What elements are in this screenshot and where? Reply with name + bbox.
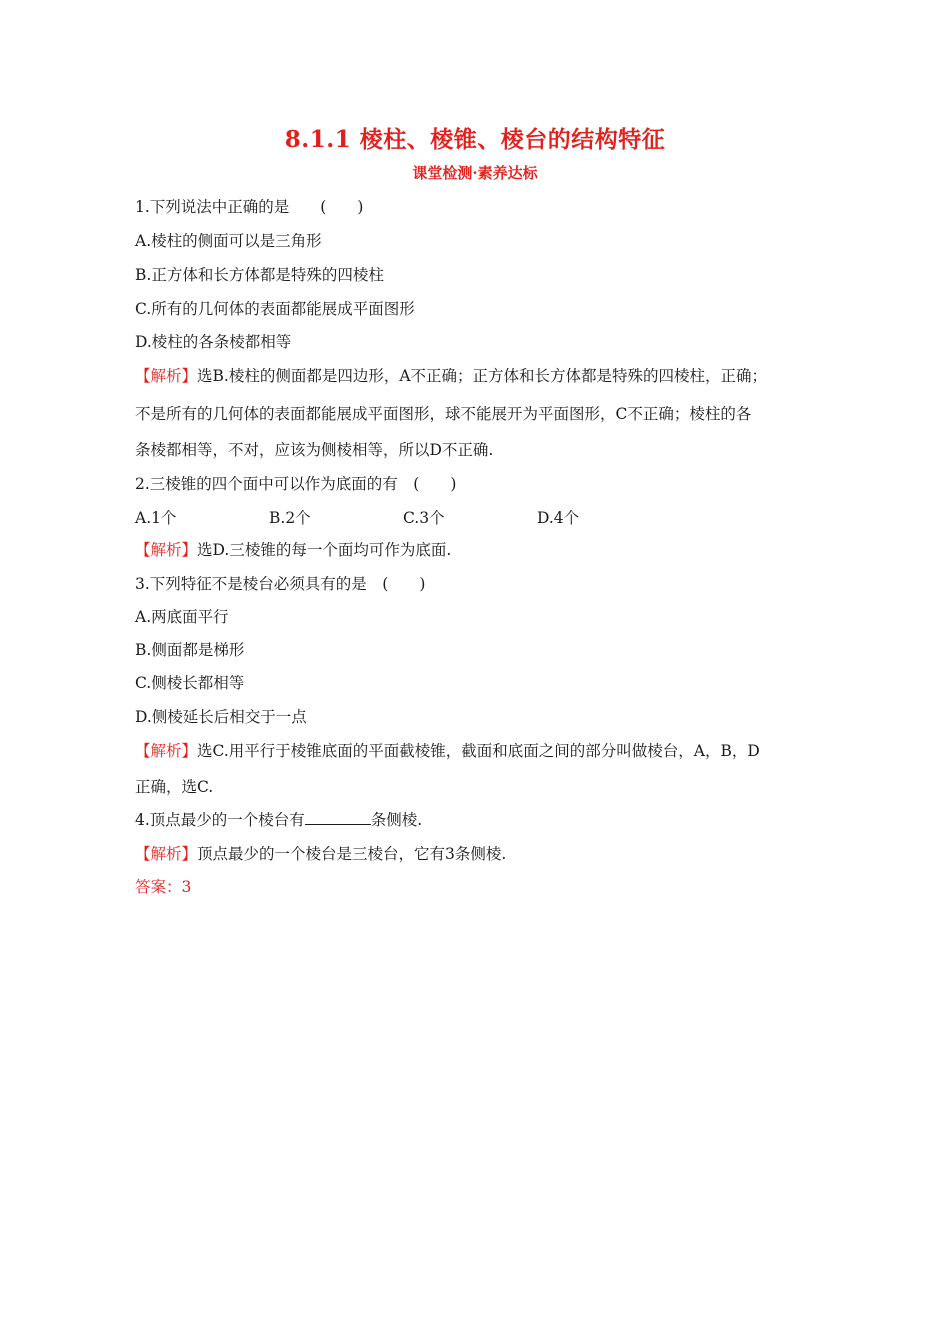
question-1-option-a: A.棱柱的侧面可以是三角形 — [135, 232, 322, 250]
page-subtitle: 课堂检测·素养达标 — [412, 164, 538, 182]
question-3-option-b: B.侧面都是梯形 — [135, 641, 245, 659]
analysis-text: 顶点最少的一个棱台是三棱台，它有3条侧棱. — [197, 845, 507, 863]
question-2-option-c: C.3个 — [403, 509, 445, 527]
analysis-text: 选B.棱柱的侧面都是四边形，A不正确；正方体和长方体都是特殊的四棱柱，正确； — [197, 367, 768, 385]
question-4-analysis — [135, 844, 506, 864]
analysis-tag: 【解析】 — [135, 742, 198, 760]
question-3-option-c: C.侧棱长都相等 — [135, 674, 245, 692]
analysis-tag: 【解析】 — [135, 845, 198, 863]
question-2-stem: 2.三棱锥的四个面中可以作为底面的有 ( ) — [135, 475, 457, 493]
analysis-text: 选C.用平行于棱锥底面的平面截棱锥，截面和底面之间的部分叫做棱台，A，B，D — [197, 742, 760, 760]
question-2-option-a: A.1个 — [135, 509, 177, 527]
analysis-tag: 【解析】 — [135, 541, 198, 559]
question-2-option-b: B.2个 — [269, 509, 311, 527]
question-1-stem: 1.下列说法中正确的是 ( ) — [135, 198, 364, 216]
answer-value: 3 — [181, 878, 192, 896]
question-4-stem — [135, 810, 422, 830]
question-1-option-b: B.正方体和长方体都是特殊的四棱柱 — [135, 266, 384, 284]
answer-blank — [305, 810, 371, 825]
question-4-answer — [135, 877, 191, 897]
question-4-stem-after: 条侧棱. — [370, 811, 423, 829]
question-3-analysis-line-2: 正确，选C. — [135, 778, 214, 796]
question-1-analysis-line-1 — [135, 366, 767, 386]
question-1-option-c: C.所有的几何体的表面都能展成平面图形 — [135, 300, 415, 318]
question-3-stem: 3.下列特征不是棱台必须具有的是 ( ) — [135, 575, 426, 593]
question-2-analysis — [135, 540, 451, 560]
question-1-analysis-line-2: 不是所有的几何体的表面都能展成平面图形，球不能展开为平面图形，C不正确；棱柱的各 — [135, 405, 752, 423]
answer-label: 答案： — [135, 878, 182, 896]
question-3-option-a: A.两底面平行 — [135, 608, 229, 626]
question-4-stem-before: 4.顶点最少的一个棱台有 — [135, 811, 305, 829]
question-3-option-d: D.侧棱延长后相交于一点 — [135, 708, 307, 726]
page-title: 8.1.1 棱柱、棱锥、棱台的结构特征 — [284, 126, 666, 153]
analysis-tag: 【解析】 — [135, 367, 198, 385]
question-1-option-d: D.棱柱的各条棱都相等 — [135, 333, 292, 351]
question-2-option-d: D.4个 — [537, 509, 580, 527]
analysis-text: 选D.三棱锥的每一个面均可作为底面. — [197, 541, 452, 559]
question-3-analysis-line-1 — [135, 741, 760, 761]
question-1-analysis-line-3: 条棱都相等，不对，应该为侧棱相等，所以D不正确. — [135, 441, 494, 459]
